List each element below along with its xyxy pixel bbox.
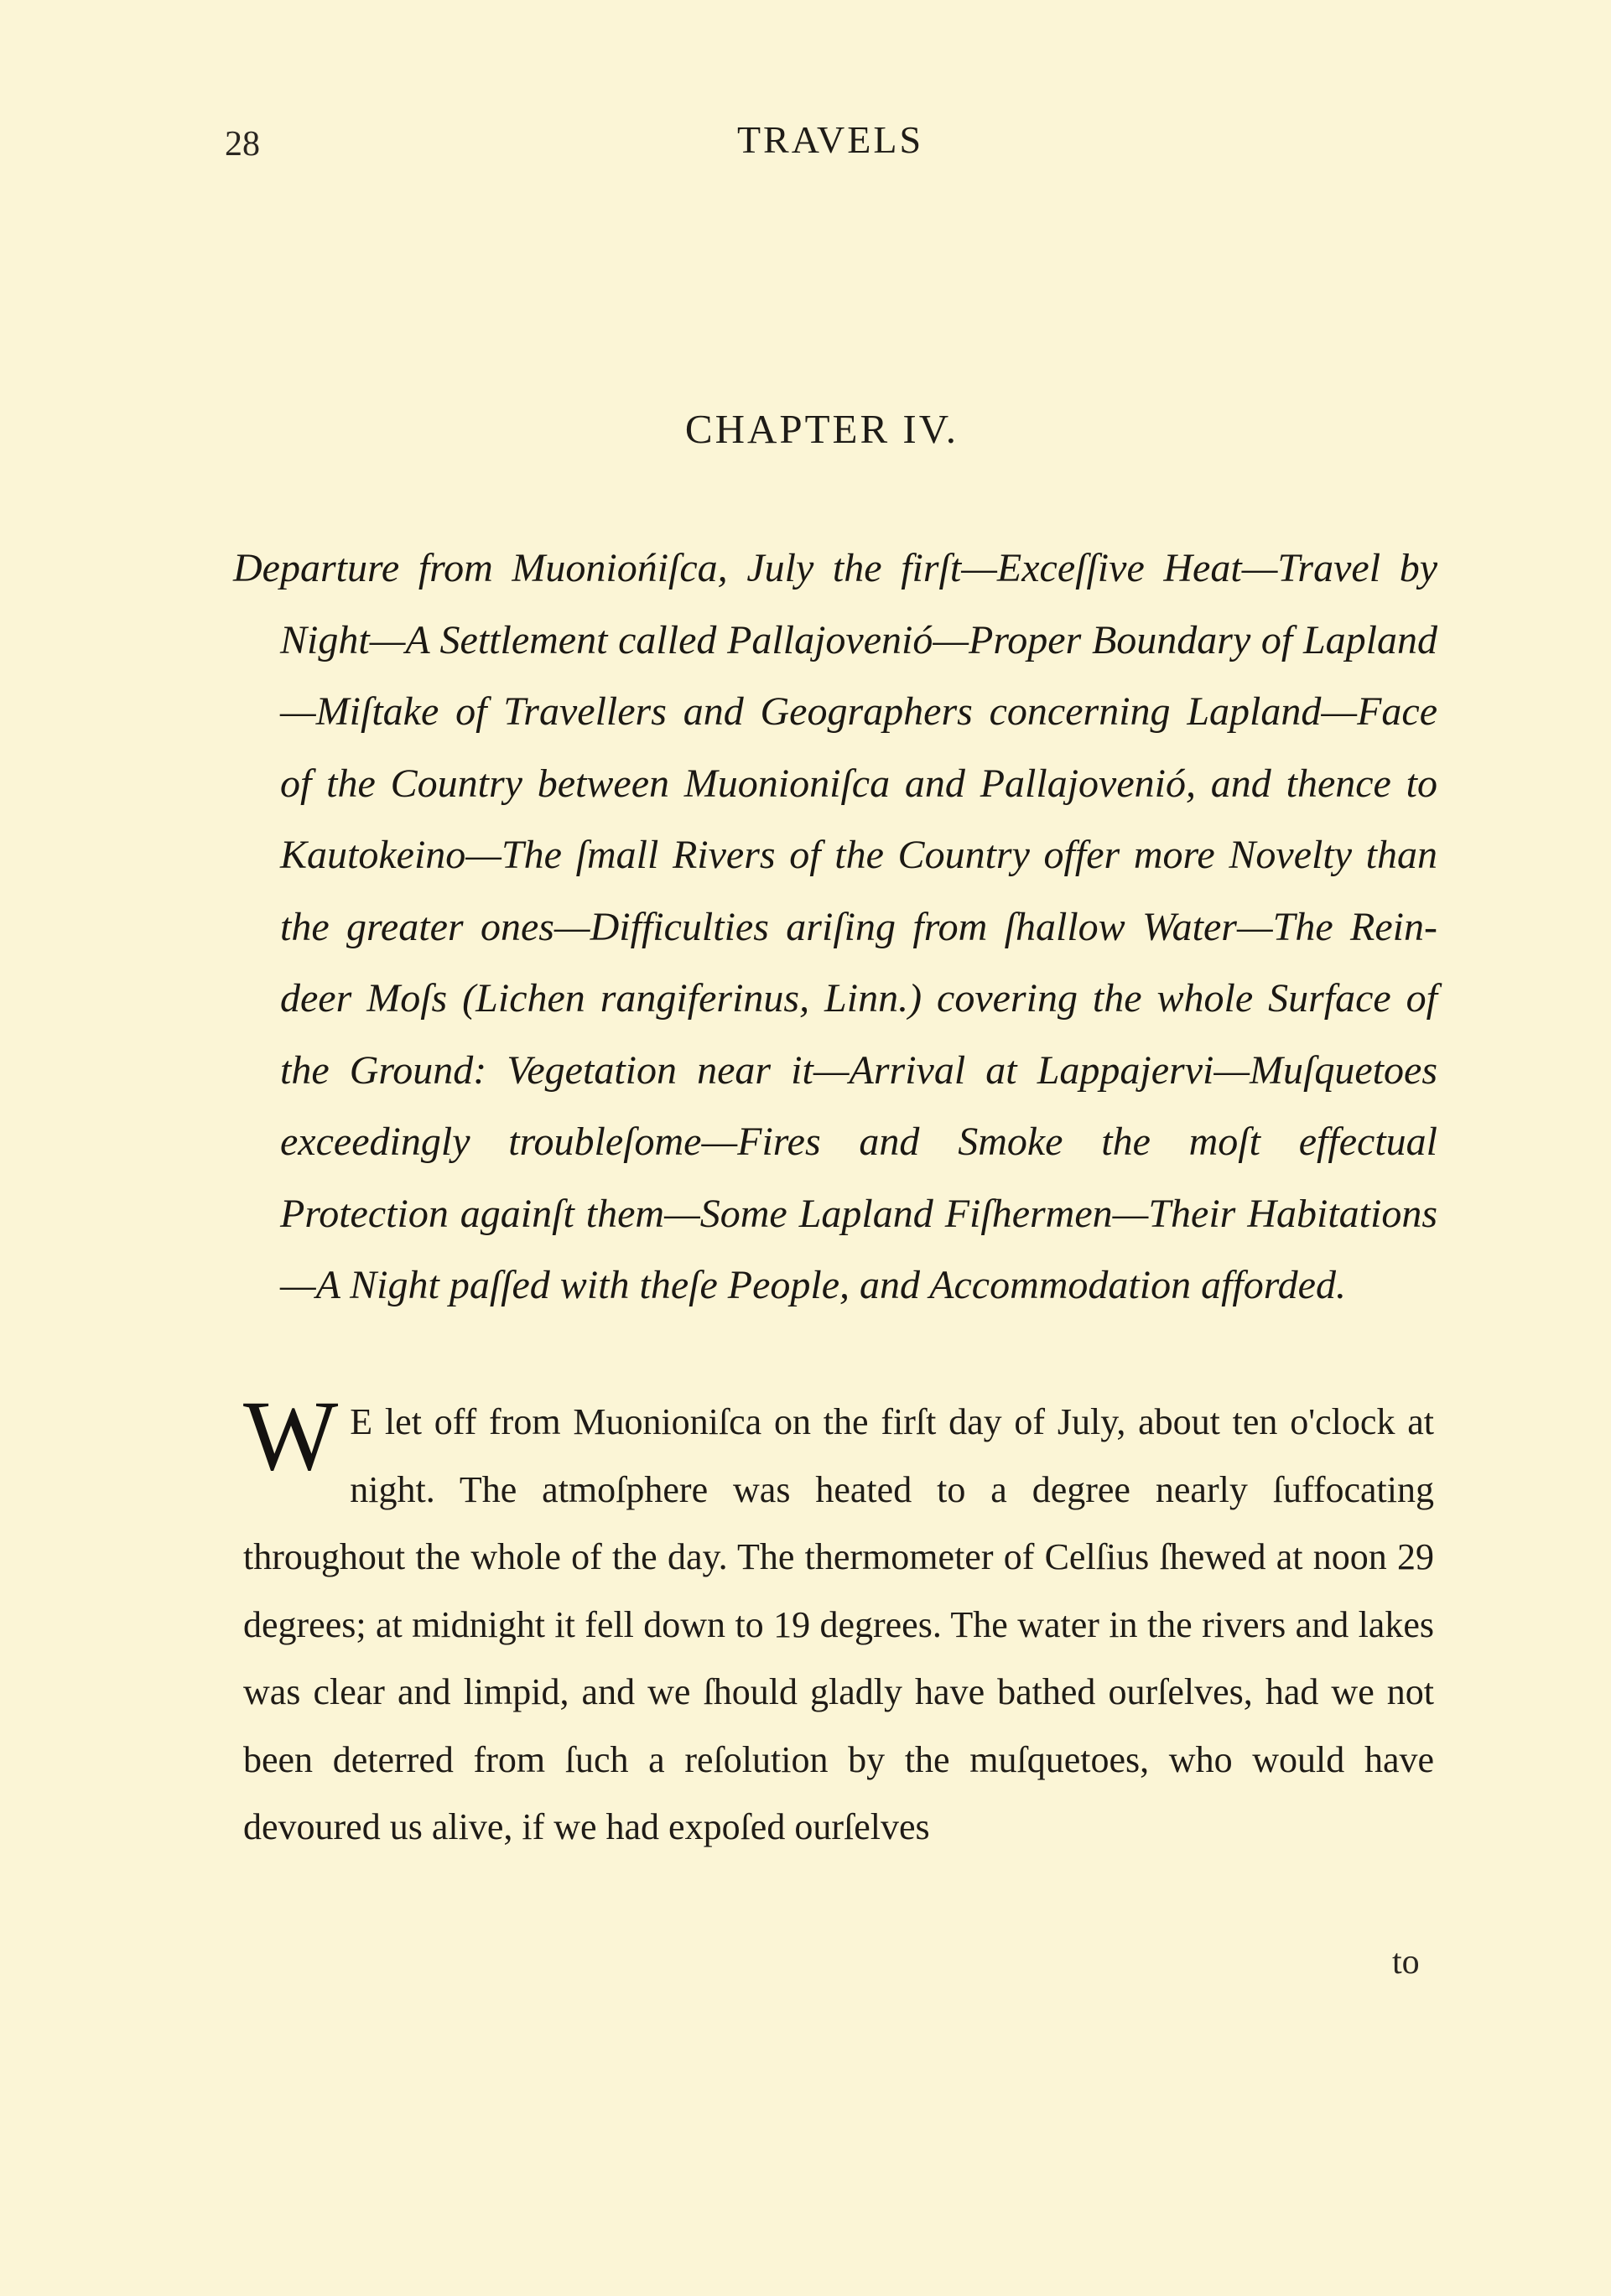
body-text: E let off from Muonioniſca on the firſt day of July, about ten o'clock at night. The atmoſphere was heated to a degree nearly ſuffocating throughout the whole of the day. The thermometer of Celſius ſhewed at noon 29 degrees; at midnight it fell down to 19 degrees. The water in the rivers and lakes was clear and limpid, and we ſhould gladly have bathed ourſelves, had we not been deterred from ſuch a reſolution by the muſquetoes, who would have devoured us alive, if we had expoſed ourſelves [243,1401,1434,1847]
running-title: TRAVELS [736,118,924,161]
drop-cap: W [243,1379,339,1491]
page-number: 28 [225,125,260,164]
chapter-synopsis: Departure from Muoniońiſca, July the firſt—Exceſſive Heat—Travel by Night—A Settlement called Pallajovenió—Proper Boundary of Lapland—Miſtake of Travellers and Geographers concerning Lapland—Face of the Country between Muonioniſca and Pallajovenió, and thence to Kautokeino—The ſmall Rivers of the Country offer more Novelty than the greater ones—Difficulties ariſing from ſhallow Water—The Rein-deer Moſs (Lichen rangiferinus, Linn.) covering the whole Surface of the Ground: Vegetation near it—Arrival at Lappajervi—Muſquetoes exceedingly troubleſome—Fires and Smoke the moſt effectual Protection againſt them—Some Lapland Fiſhermen—Their Habitations—A Night paſſed with theſe People, and Accommodation afforded. [233,546,1437,1307]
chapter-title: CHAPTER IV. [684,406,959,452]
catchword: to [1392,1943,1420,1982]
body-paragraph [243,1379,1434,1862]
